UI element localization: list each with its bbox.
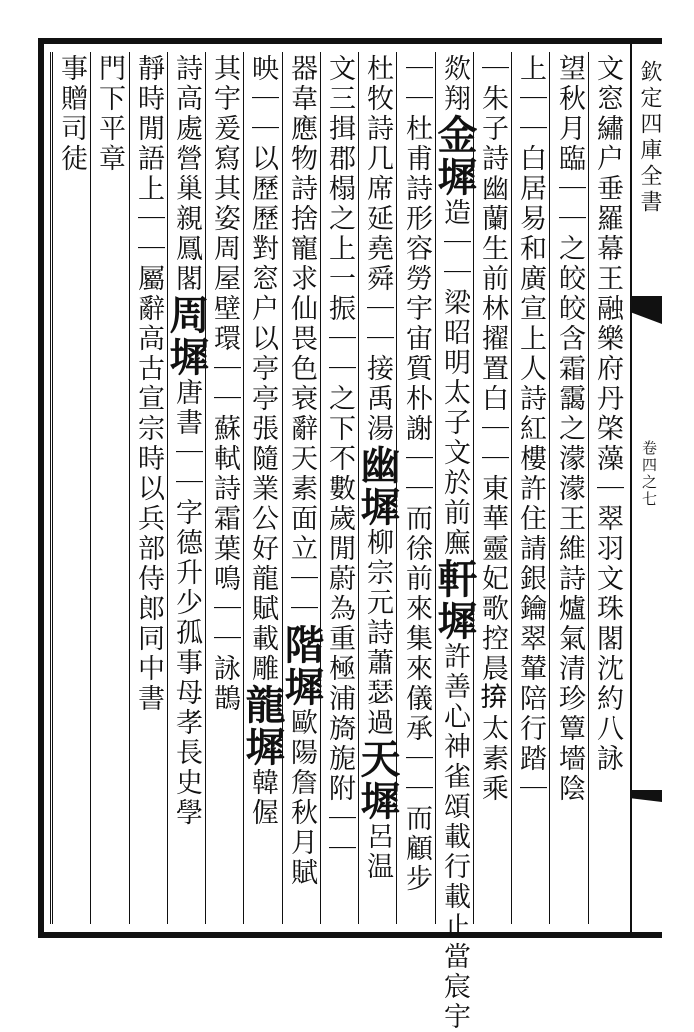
text-column xyxy=(590,54,624,924)
text-column xyxy=(131,54,165,924)
text-column xyxy=(513,54,547,924)
text-segment: 柳宗元詩蕭瑟過 xyxy=(362,528,393,738)
text-column xyxy=(399,54,433,924)
entry-heading: 龍墀 xyxy=(239,684,286,768)
frame-top-border xyxy=(38,38,662,44)
entry-heading: 軒墀 xyxy=(431,558,478,642)
text-column xyxy=(163,54,210,924)
column-rule xyxy=(511,52,512,924)
text-column xyxy=(431,54,478,1032)
text-segment: 造｜｜梁昭明太子文於前廡 xyxy=(439,198,470,558)
fish-tail-mark-bottom xyxy=(632,790,662,802)
entry-heading: 周墀 xyxy=(163,294,210,378)
text-segment: ｜｜杜甫詩形容勞宇宙質朴謝｜｜而徐前來集來儀承｜｜而顧步 xyxy=(401,54,432,894)
margin-rule xyxy=(630,38,632,938)
frame-left-border xyxy=(38,38,44,938)
text-segment: 器韋應物詩捨寵求仙畏色衰辭天素面立｜｜ xyxy=(286,54,317,624)
text-column xyxy=(278,54,325,924)
text-segment: 望秋月臨｜｜之皎皎含霜靄之濛濛王維詩爐氣清珍簟墻陰 xyxy=(554,54,585,804)
column-rule xyxy=(282,52,283,924)
frame-inner-rule xyxy=(50,52,51,924)
text-segment: 其宇爰寫其姿周屋壁環｜｜蘇軾詩霜葉鳴｜｜詠鵲 xyxy=(209,54,240,714)
text-column xyxy=(475,54,509,924)
text-segment: 上｜｜白居易和廣宣上人詩紅樓許住請銀鑰翠輦陪行踏｜ xyxy=(515,54,546,804)
text-column xyxy=(322,54,356,924)
text-segment: 映｜｜以歷歷對窓户以亭亭張隨業公好龍賦載雕 xyxy=(247,54,278,684)
fish-tail-mark-top xyxy=(632,296,662,324)
column-rule xyxy=(549,52,550,924)
entry-heading: 階墀 xyxy=(278,624,325,708)
text-segment: 許善心神雀頌載行載止當宸宇 xyxy=(439,642,470,1032)
juan-label: 卷四之七 xyxy=(640,440,658,508)
text-segment: 唐書｜｜字德升少孤事母孝長史學 xyxy=(171,378,202,828)
text-column xyxy=(92,54,126,924)
text-segment: 文窓繡户垂羅幕王融樂府丹棨藻｜翠羽文珠閣沈約八詠 xyxy=(592,54,623,774)
text-column xyxy=(207,54,241,924)
text-column xyxy=(239,54,286,924)
text-segment: 歐陽詹秋月賦 xyxy=(286,708,317,888)
text-segment: 欻翔 xyxy=(439,54,470,114)
text-column xyxy=(354,54,401,924)
text-column xyxy=(54,54,88,924)
column-rule xyxy=(320,52,321,924)
column-rule xyxy=(52,52,53,924)
text-segment: 呂温 xyxy=(362,822,393,882)
entry-heading: 金墀 xyxy=(431,114,478,198)
text-segment: 事贈司徒 xyxy=(56,54,87,174)
text-segment: 靜時閒語上｜｜屬辭高古宣宗時以兵部侍郎同中書 xyxy=(133,54,164,714)
entry-heading: 幽墀 xyxy=(354,444,401,528)
text-column xyxy=(552,54,586,924)
text-segment: 杜牧詩几席延堯舜｜｜接禹湯 xyxy=(362,54,393,444)
column-rule xyxy=(129,52,130,924)
column-rule xyxy=(167,52,168,924)
column-rule xyxy=(205,52,206,924)
text-segment: 門下平章 xyxy=(94,54,125,174)
text-segment: ｜朱子詩幽蘭生前林擢置白｜｜東華靈妃歌控晨𢬵太素乘 xyxy=(477,54,508,804)
frame-bottom-border xyxy=(38,932,662,938)
text-segment: 詩高處營巢親鳳閣 xyxy=(171,54,202,294)
column-rule xyxy=(243,52,244,924)
entry-heading: 天墀 xyxy=(354,738,401,822)
column-rule xyxy=(588,52,589,924)
book-title: 欽定四庫全書 xyxy=(637,60,662,216)
column-rule xyxy=(90,52,91,924)
text-segment: 韓偓 xyxy=(247,768,278,828)
text-segment: 文三揖郡榻之上一振｜｜之下不數歲閒蔚為重極浦旖旎附｜｜ xyxy=(324,54,355,864)
